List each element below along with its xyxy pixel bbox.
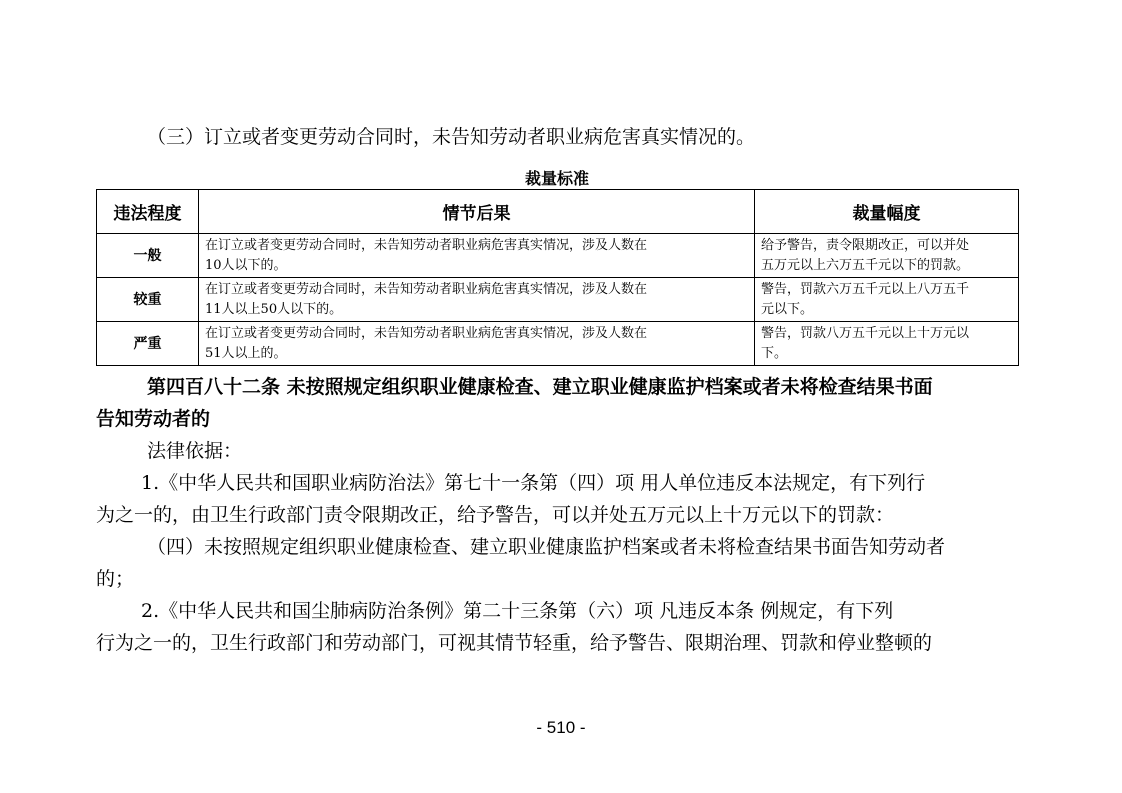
consequence-line: 在订立或者变更劳动合同时，未告知劳动者职业病危害真实情况，涉及人数在 [205,281,648,297]
article-title-line-1: 第四百八十二条 未按照规定组织职业健康检查、建立职业健康监护档案或者未将检查结果书面 [147,376,933,398]
body-line-2: 为之一的，由卫生行政部门责令限期改正，给予警告，可以并处五万元以上十万元以下的罚款： [96,504,895,526]
body-line-4: 的； [96,568,135,590]
row-consequence [199,322,755,366]
body-line-3: （四）未按照规定组织职业健康检查、建立职业健康监护档案或者未将检查结果书面告知劳动者 [147,536,946,558]
page-number: - 510 - [536,718,586,737]
consequence-line: 10人以下的。 [205,257,287,273]
intro-paragraph: （三）订立或者变更劳动合同时，未告知劳动者职业病危害真实情况的。 [147,126,756,148]
table-header-row [97,190,1019,234]
table-row [97,322,1019,366]
row-penalty [755,322,1019,366]
row-level: 严重 [97,322,199,366]
table-row [97,234,1019,278]
row-level: 较重 [97,278,199,322]
body-line-6: 行为之一的，卫生行政部门和劳动部门，可视其情节轻重，给予警告、限期治理、罚款和停业整顿的 [96,632,933,654]
row-level: 一般 [97,234,199,278]
header-level: 违法程度 [97,190,199,234]
row-penalty [755,278,1019,322]
table-caption: 裁量标准 [524,169,589,188]
penalty-line: 元以下。 [761,301,814,317]
header-consequence: 情节后果 [199,190,755,234]
penalty-line: 给予警告，责令限期改正，可以并处 [761,237,970,253]
penalty-line: 下。 [761,345,788,361]
row-penalty [755,234,1019,278]
body-line-1: 1.《中华人民共和国职业病防治法》第七十一条第（四）项 用人单位违反本法规定，有下列行 [141,472,926,494]
row-consequence [199,278,755,322]
penalty-line: 警告，罚款八万五千元以上十万元以 [761,325,970,341]
table-row [97,278,1019,322]
consequence-line: 11人以上50人以下的。 [205,301,343,317]
row-consequence [199,234,755,278]
consequence-line: 在订立或者变更劳动合同时，未告知劳动者职业病危害真实情况，涉及人数在 [205,237,648,253]
body-line-5: 2.《中华人民共和国尘肺病防治条例》第二十三条第（六）项 凡违反本条 例规定，有下列 [141,600,894,622]
consequence-line: 51人以上的。 [205,345,287,361]
consequence-line: 在订立或者变更劳动合同时，未告知劳动者职业病危害真实情况，涉及人数在 [205,325,648,341]
penalty-standard-table [96,189,1019,366]
article-title-line-2: 告知劳动者的 [96,408,211,430]
penalty-line: 五万元以上六万五千元以下的罚款。 [761,257,970,273]
legal-basis-label: 法律依据： [147,440,243,462]
penalty-line: 警告，罚款六万五千元以上八万五千 [761,281,970,297]
header-penalty: 裁量幅度 [755,190,1019,234]
